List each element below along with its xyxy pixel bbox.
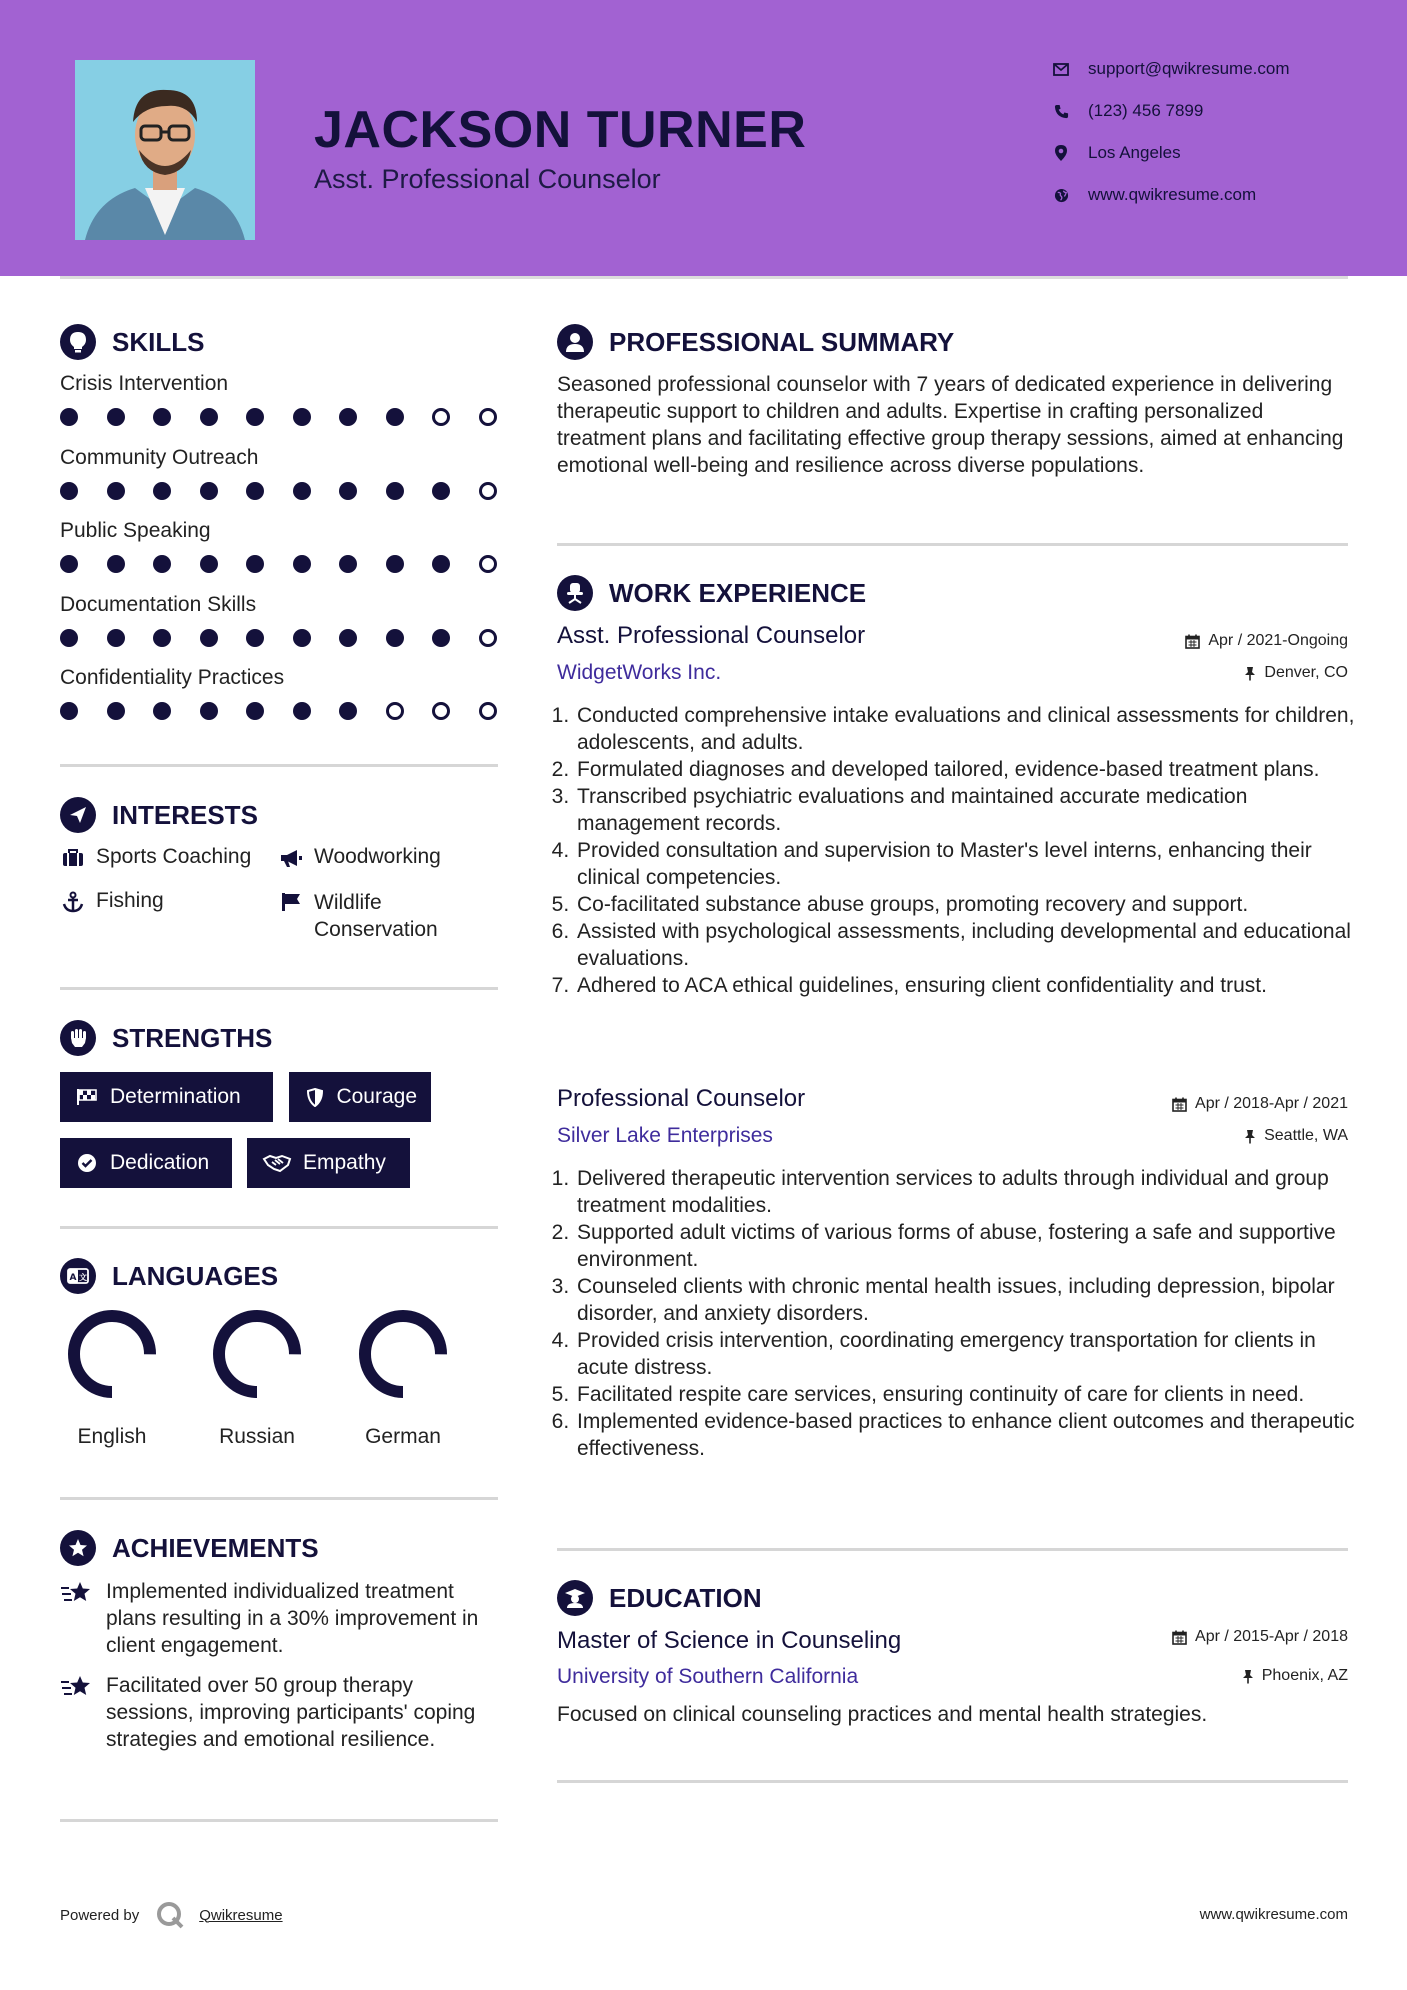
rating-dot-empty [479,555,497,573]
flag-icon [278,889,304,915]
handshake-icon [261,1152,293,1174]
skill-label: Public Speaking [60,519,211,542]
skill-label: Community Outreach [60,445,259,469]
responsibility-item: 5. Co-facilitated substance abuse groups, promoting recovery and support. [575,891,1365,918]
job-dates: Apr / 2021-Ongoing [1185,632,1348,650]
check-circle-icon [74,1152,100,1174]
shooting-star-icon [60,1672,94,1702]
rating-dot-filled [386,482,404,500]
graduate-icon [557,1580,593,1616]
rating-dot-empty [479,482,497,500]
strengths-divider [60,1226,498,1229]
responsibility-item: 2. Formulated diagnoses and developed tailored, evidence-based treatment plans. [575,756,1365,783]
summary-text: Seasoned professional counselor with 7 years of dedicated experience in delivering therapeutic support to children and adults. Expertise in crafting personalized treatment plans and facilitating effective group therapy sessions, aimed at enhancing emotional well-being and resilience across diverse populations. [557,373,1344,477]
language-proficiency-ring [355,1306,451,1402]
envelope-icon [1050,58,1072,80]
rating-dot-filled [432,482,450,500]
strength-chip: Empathy [247,1138,410,1188]
education-location: Phoenix, AZ [1242,1667,1348,1685]
job-title: Professional Counselor [557,1085,806,1112]
rating-dot-filled [339,702,357,720]
rating-dot-filled [107,702,125,720]
footer-powered-by: Powered by Qwikresume [60,1900,283,1930]
summary-heading: PROFESSIONAL SUMMARY [557,324,954,360]
rating-dot-filled [60,702,78,720]
rating-dot-filled [293,482,311,500]
responsibility-item: 4. Provided crisis intervention, coordinating emergency transportation for clients in acute distress. [575,1327,1365,1381]
rating-dot-empty [479,629,497,647]
rating-dot-filled [386,555,404,573]
rating-dot-filled [107,482,125,500]
rating-dot-filled [293,555,311,573]
svg-text:文: 文 [79,1273,87,1282]
achievements-heading: ACHIEVEMENTS [60,1530,319,1566]
rating-dot-filled [200,702,218,720]
anchor-icon [60,889,86,915]
job-location: Denver, CO [1244,664,1348,682]
contact-phone-text: (123) 456 7899 [1088,101,1204,120]
job-title: Asst. Professional Counselor [557,622,866,649]
rating-dot-filled [339,555,357,573]
rating-dot-filled [200,555,218,573]
rating-dot-filled [153,408,171,426]
skills-divider [60,764,498,767]
raised-fist-icon [60,1020,96,1056]
rating-dot-filled [153,629,171,647]
responsibility-item: 1. Delivered therapeutic intervention services to adults through individual and group treatment modalities. [575,1165,1365,1219]
profile-photo [75,60,255,240]
achievement-item: Facilitated over 50 group therapy sessions, improving participants' coping strategies and emotional resilience. [60,1672,500,1753]
shooting-star-icon [60,1578,94,1608]
bullhorn-icon [278,845,304,871]
job-dates: Apr / 2018-Apr / 2021 [1172,1095,1348,1113]
user-icon [557,324,593,360]
footer-website[interactable]: www.qwikresume.com [1199,1906,1348,1923]
rating-dot-filled [339,408,357,426]
contact-location-text: Los Angeles [1088,143,1181,162]
rating-dot-filled [246,702,264,720]
rating-dot-filled [60,555,78,573]
rating-dot-filled [200,408,218,426]
strength-chip: Courage [289,1072,431,1122]
globe-icon [1050,184,1072,206]
responsibility-item: 6. Assisted with psychological assessments, including developmental and educational evaluations. [575,918,1365,972]
responsibility-item: 6. Implemented evidence-based practices to enhance client outcomes and therapeutic effectiveness. [575,1408,1365,1462]
rating-dot-filled [107,408,125,426]
achievements-divider [60,1819,498,1822]
rating-dot-filled [339,629,357,647]
rating-dot-filled [339,482,357,500]
summary-divider [557,543,1348,546]
languages-divider [60,1497,498,1500]
rating-dot-filled [386,408,404,426]
interest-item: Wildlife Conservation [278,889,478,943]
responsibility-item: 4. Provided consultation and supervision to Master's level interns, enhancing their clinical competencies. [575,837,1365,891]
location-pin-icon [1050,142,1072,164]
strength-chip: Dedication [60,1138,232,1188]
strengths-heading: STRENGTHS [60,1020,272,1056]
responsibility-item: 1. Conducted comprehensive intake evaluations and clinical assessments for children, adolescents, and adults. [575,702,1365,756]
skill-label: Confidentiality Practices [60,666,285,689]
language-icon [60,1258,96,1294]
rating-dot-empty [479,408,497,426]
candidate-role: Asst. Professional Counselor [314,164,661,194]
contact-website[interactable] [1050,184,1380,206]
strength-chip: Determination [60,1072,273,1122]
language-proficiency-ring [209,1306,305,1402]
qwikresume-logo-icon [155,1900,185,1930]
rating-dot-empty [432,702,450,720]
shield-icon [303,1086,326,1108]
interest-item: Fishing [60,889,164,915]
company-name: WidgetWorks Inc. [557,661,722,684]
pushpin-icon [1242,1669,1254,1684]
responsibility-item: 7. Adhered to ACA ethical guidelines, ensuring client confidentiality and trust. [575,972,1365,999]
language-label: Russian [219,1425,295,1448]
calendar-icon [1172,1097,1187,1112]
resume-header [0,0,1407,276]
education-dates: Apr / 2015-Apr / 2018 [1172,1628,1348,1646]
language-ring-arc [74,1316,150,1392]
rating-dot-filled [293,629,311,647]
star-badge-icon [60,1530,96,1566]
contact-location [1050,142,1380,164]
degree-title: Master of Science in Counseling [557,1627,902,1654]
lightbulb-icon [60,324,96,360]
phone-icon [1050,100,1072,122]
job-responsibilities [557,1165,1365,1462]
header-divider [60,276,1348,279]
rating-dot-filled [107,629,125,647]
rating-dot-filled [386,629,404,647]
rating-dot-filled [432,629,450,647]
rating-dot-filled [432,555,450,573]
calendar-icon [1172,1630,1187,1645]
rating-dot-empty [386,702,404,720]
contact-website-text: www.qwikresume.com [1088,185,1257,204]
responsibility-item: 2. Supported adult victims of various forms of abuse, fostering a safe and supportive environment. [575,1219,1365,1273]
skill-label: Crisis Intervention [60,372,229,395]
office-chair-icon [557,575,593,611]
candidate-name: JACKSON TURNER [314,101,807,159]
responsibility-item: 3. Transcribed psychiatric evaluations and maintained accurate medication management records. [575,783,1365,837]
experience-divider [557,1548,1348,1551]
skill-label: Documentation Skills [60,592,257,616]
company-name: Silver Lake Enterprises [557,1124,773,1147]
rating-dot-filled [60,629,78,647]
contact-phone[interactable] [1050,100,1380,122]
education-description: Focused on clinical counseling practices and mental health strategies. [557,1703,1208,1726]
rating-dot-filled [60,408,78,426]
job-location: Seattle, WA [1244,1127,1348,1145]
skills-heading: SKILLS [60,324,204,360]
rating-dot-empty [432,408,450,426]
rating-dot-filled [107,555,125,573]
responsibility-item: 3. Counseled clients with chronic mental health issues, including depression, bipolar disorder, and anxiety disorders. [575,1273,1365,1327]
svg-text:A: A [69,1273,77,1283]
languages-heading: A 文 LANGUAGES [60,1258,278,1294]
rating-dot-filled [246,408,264,426]
rating-dot-filled [153,482,171,500]
interests-divider [60,987,498,990]
interests-heading: INTERESTS [60,797,258,833]
rating-dot-filled [200,629,218,647]
experience-heading: WORK EXPERIENCE [557,575,866,611]
language-ring-arc [219,1316,295,1392]
responsibility-item: 5. Facilitated respite care services, ensuring continuity of care for clients in need. [575,1381,1365,1408]
rating-dot-filled [293,702,311,720]
language-label: English [77,1425,147,1448]
rating-dot-filled [246,555,264,573]
contact-email[interactable] [1050,58,1380,80]
job-responsibilities [557,702,1365,999]
rating-dot-filled [60,482,78,500]
school-name: University of Southern California [557,1665,859,1688]
language-ring-arc [365,1316,441,1392]
rating-dot-empty [479,702,497,720]
paper-plane-icon [60,797,96,833]
education-divider [557,1780,1348,1783]
rating-dot-filled [153,702,171,720]
pushpin-icon [1244,1129,1256,1144]
rating-dot-filled [246,629,264,647]
achievement-item: Implemented individualized treatment plans resulting in a 30% improvement in client engagement. [60,1578,500,1659]
education-heading: EDUCATION [557,1580,762,1616]
rating-dot-filled [246,482,264,500]
contact-email-text: support@qwikresume.com [1088,59,1290,78]
language-proficiency-ring [64,1306,160,1402]
checkered-flag-icon [74,1086,100,1108]
briefcase-icon [60,845,86,871]
calendar-icon [1185,634,1200,649]
language-label: German [365,1425,441,1448]
rating-dot-filled [200,482,218,500]
interest-item: Sports Coaching [60,845,251,871]
interest-item: Woodworking [278,845,441,871]
rating-dot-filled [153,555,171,573]
footer-brand-link[interactable]: Qwikresume [199,1906,283,1924]
rating-dot-filled [293,408,311,426]
pushpin-icon [1244,666,1256,681]
